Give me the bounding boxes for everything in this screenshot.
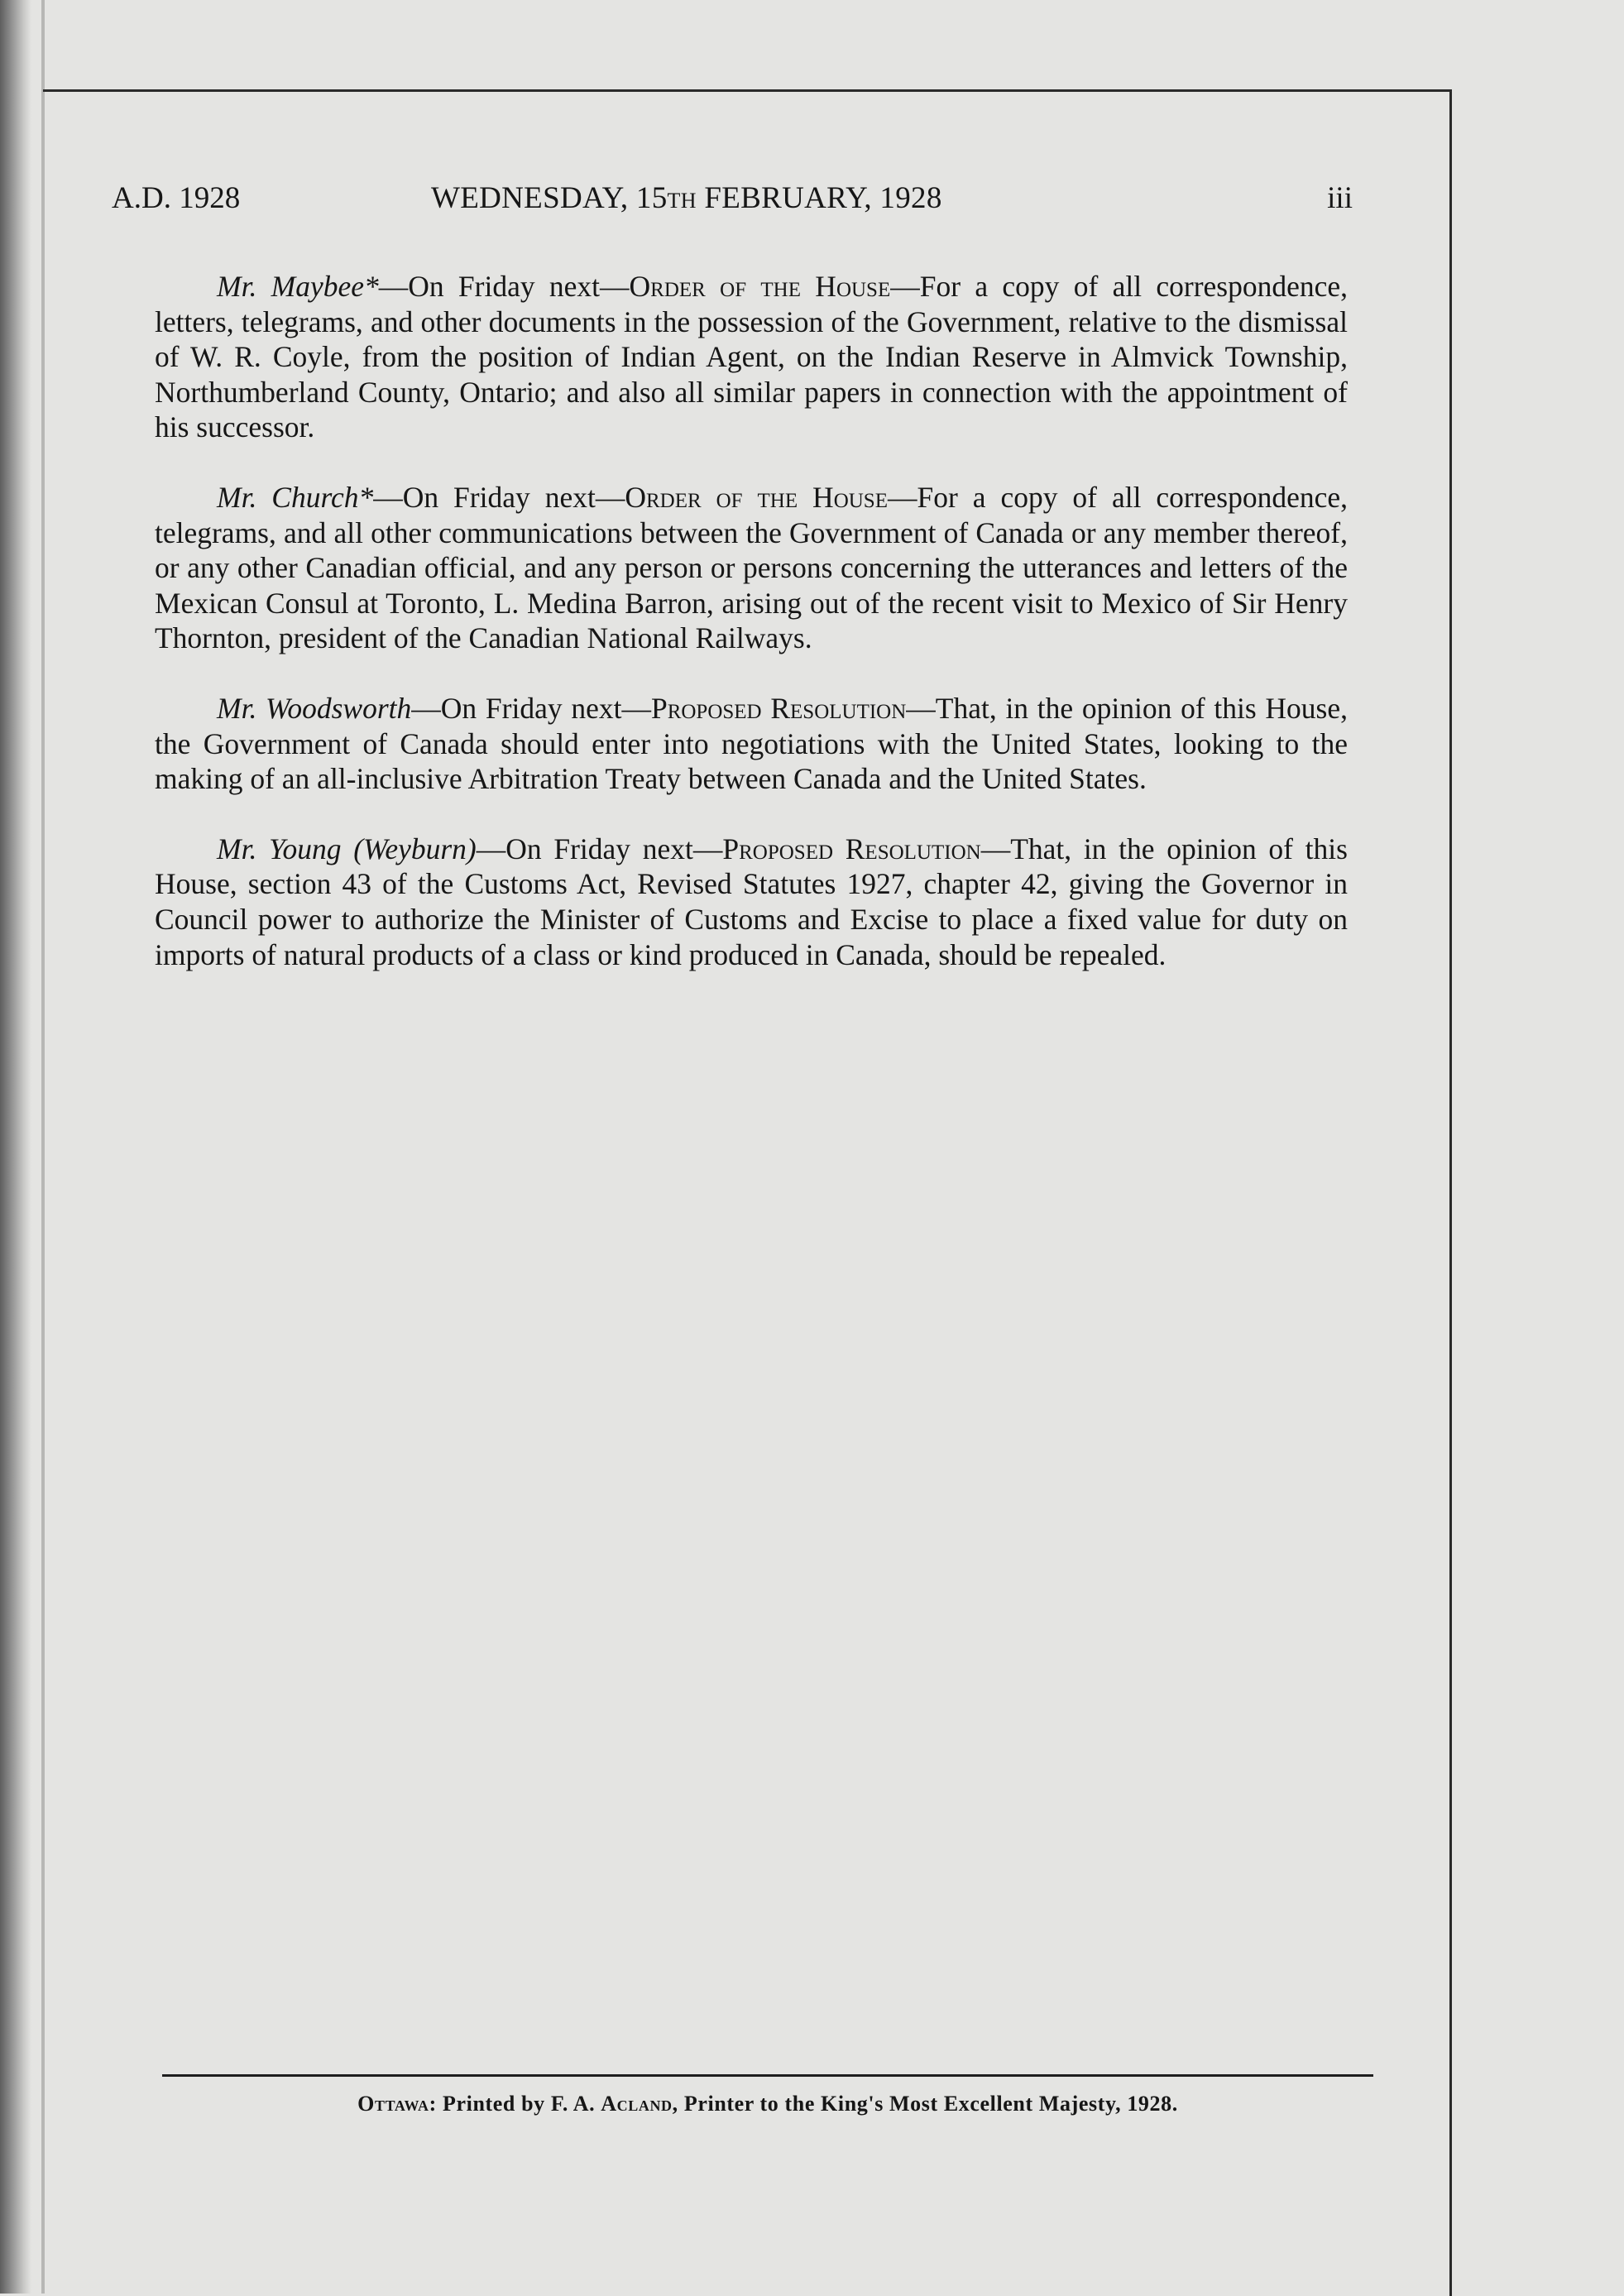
notice-label: Order of the House: [625, 480, 888, 514]
notice-paragraph: [155, 691, 1348, 797]
notice-pre: —On Friday next—: [373, 480, 625, 514]
notice-paragraph: [155, 832, 1348, 972]
notice-body: —For a copy of all correspondence, letters, telegrams, and other documents in the possession of the Government, relative to the dismissal of W. R. Coyle, from the position of Indian Agent, on the Indian Reserve in Almvick Township, Northumberland County, Ontario; and also all similar papers in connection with the appointment of his successor.: [155, 270, 1348, 444]
header-year: A.D. 1928: [112, 181, 241, 215]
notice-label: Order of the House: [629, 270, 891, 303]
notice-label: Proposed Resolution: [722, 832, 981, 865]
notice-body: —For a copy of all correspondence, telegrams, and all other communications between the Government of Canada or any member thereof, or any other Canadian official, and any person or persons concerning the utterances and letters of the Mexican Consul at Toronto, L. Medina Barron, arising out of the recent visit to Mexico of Sir Henry Thornton, president of the Canadian National Railways.: [155, 480, 1348, 655]
imprint-printer: Acland: [601, 2092, 673, 2116]
notice-label: Proposed Resolution: [650, 691, 907, 725]
page-number: iii: [1327, 181, 1353, 215]
notice-paragraph: [155, 480, 1348, 656]
header-date-suffix: th: [667, 181, 697, 215]
notice-pre: —On Friday next—: [378, 270, 630, 303]
notice-paragraph: [155, 269, 1348, 445]
binding-edge: [0, 0, 31, 2294]
member-name: Mr. Maybee*: [217, 270, 379, 303]
member-name: Mr. Woodsworth: [217, 691, 412, 725]
imprint-text-2: , Printer to the King's Most Excellent Majesty, 1928.: [672, 2092, 1178, 2116]
notice-body: —That, in the opinion of this House, section 43 of the Customs Act, Revised Statutes 1927, chapter 42, giving the Governor in Council power to authorize the Minister of Customs and Excise to place a fixed value for duty on imports of natural products of a class or kind produced in Canada, should be repealed.: [155, 832, 1348, 971]
notice-pre: —On Friday next—: [476, 832, 723, 865]
header-date-prefix: WEDNESDAY, 15: [431, 181, 668, 215]
notice-pre: —On Friday next—: [411, 691, 651, 725]
header-date: [431, 180, 942, 216]
notices-body: [155, 269, 1348, 1007]
member-name: Mr. Young (Weyburn): [217, 832, 477, 865]
footer-rule: [162, 2074, 1373, 2077]
imprint-text-1: : Printed by F. A.: [429, 2092, 601, 2116]
notice-body: —That, in the opinion of this House, the Government of Canada should enter into negotiations with the United States, looking to the making of an all-inclusive Arbitration Treaty between Canada and the United States.: [155, 691, 1348, 796]
member-name: Mr. Church*: [217, 480, 374, 514]
imprint-city: Ottawa: [357, 2092, 429, 2116]
page-header: [112, 180, 1353, 230]
printer-imprint: [162, 2092, 1373, 2116]
header-date-rest: FEBRUARY, 1928: [696, 181, 942, 215]
